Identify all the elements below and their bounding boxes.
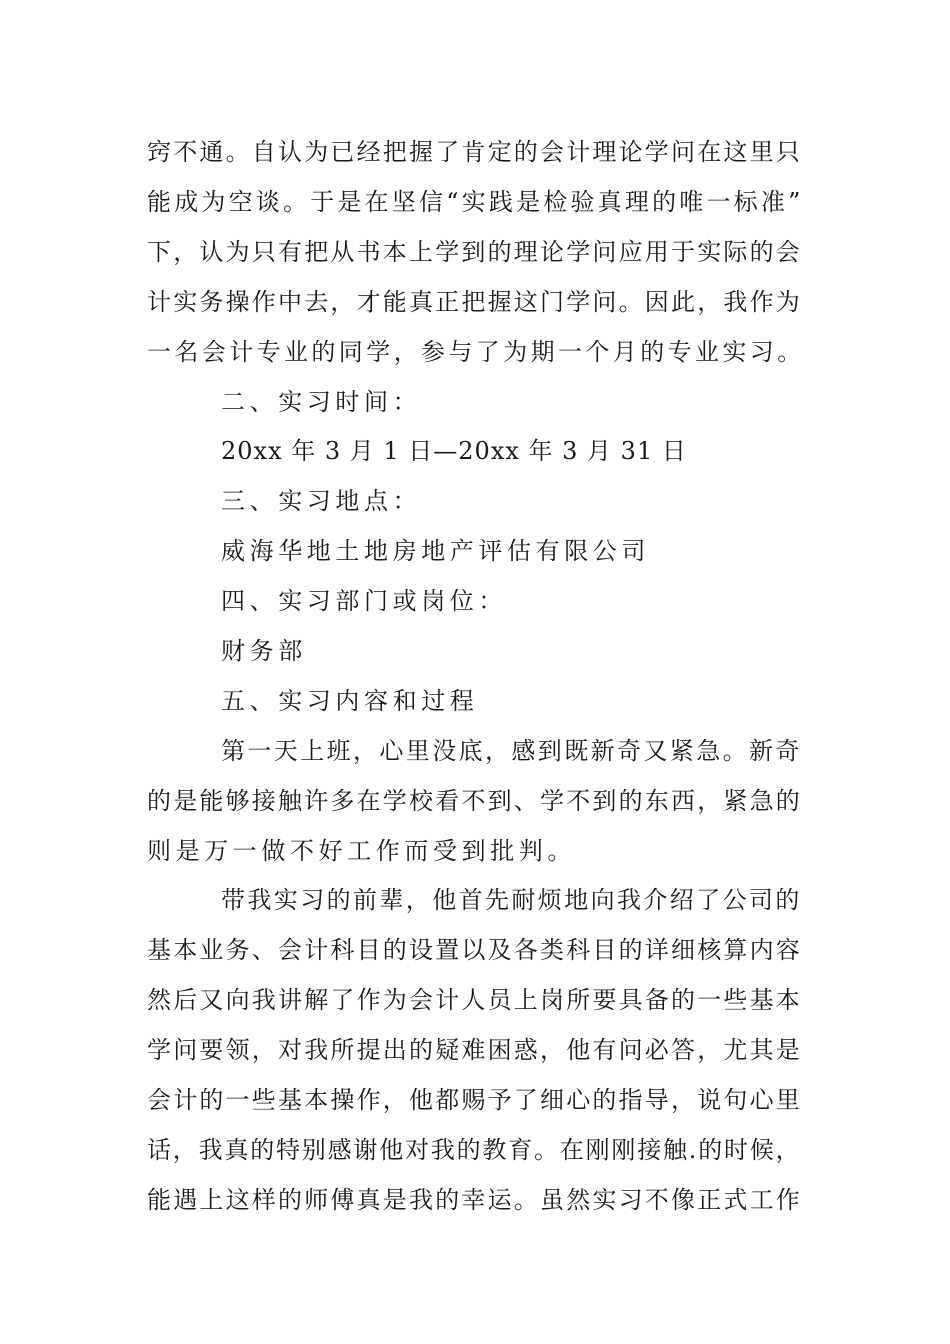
- text-line: 计实务操作中去，才能真正把握这门学问。因此，我作为: [147, 288, 802, 316]
- text-line: 然后又向我讲解了作为会计人员上岗所要具备的一些基本: [147, 986, 802, 1014]
- internship-dates: 20xx 年 3 月 1 日—20xx 年 3 月 31 日: [221, 437, 687, 465]
- text-line: 能遇上这样的师傅真是我的幸运。虽然实习不像正式工作: [147, 1186, 802, 1214]
- text-line: 学问要领，对我所提出的疑难困惑，他有问必答，尤其是: [147, 1036, 802, 1064]
- text-line: 话，我真的特别感谢他对我的教育。在刚刚接触.的时候，: [147, 1136, 802, 1164]
- text-line: 第一天上班，心里没底，感到既新奇又紧急。新奇: [221, 737, 802, 765]
- text-line: 的是能够接触许多在学校看不到、学不到的东西，紧急的: [147, 787, 802, 815]
- text-line: 基本业务、会计科目的设置以及各类科目的详细核算内容: [147, 936, 802, 964]
- text-line: 则是万一做不好工作而受到批判。: [147, 837, 576, 865]
- text-line: 一名会计专业的同学，参与了为期一个月的专业实习。: [147, 338, 805, 366]
- section-heading: 二、实习时间：: [221, 388, 422, 416]
- internship-location: 威海华地土地房地产评估有限公司: [221, 537, 650, 565]
- text-line: 带我实习的前辈，他首先耐烦地向我介绍了公司的: [221, 886, 802, 914]
- section-heading: 四、实习部门或岗位：: [221, 587, 507, 615]
- section-heading: 三、实习地点：: [221, 487, 422, 515]
- text-line: 窍不通。自认为已经把握了肯定的会计理论学问在这里只: [147, 138, 802, 166]
- internship-department: 财务部: [221, 637, 307, 665]
- text-line: 能成为空谈。于是在坚信“实践是检验真理的唯一标准”: [147, 188, 804, 216]
- text-line: 会计的一些基本操作，他都赐予了细心的指导，说句心里: [147, 1086, 802, 1114]
- text-line: 下，认为只有把从书本上学到的理论学问应用于实际的会: [147, 238, 802, 266]
- section-heading: 五、实习内容和过程: [221, 687, 479, 715]
